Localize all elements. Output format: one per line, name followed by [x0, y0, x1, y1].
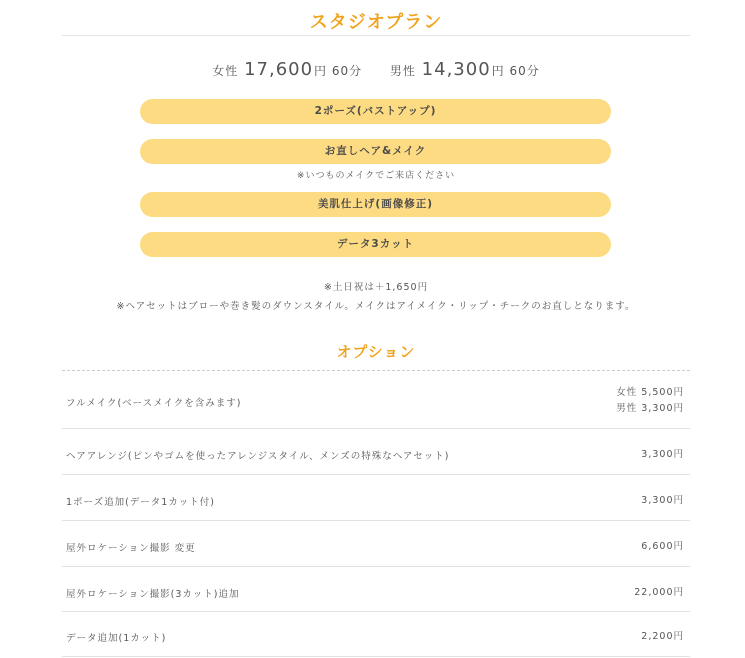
price-line: [62, 59, 690, 80]
yen-unit: 円: [314, 64, 328, 78]
option-price: [616, 385, 684, 417]
plan-item-pill: データ3カット: [140, 232, 611, 257]
option-row: [62, 429, 690, 475]
female-price: 17,600: [244, 59, 314, 80]
option-label: データ追加(1カット): [66, 633, 167, 644]
yen-unit: 円: [491, 64, 505, 78]
weekend-note: ※土日祝は＋1,650円: [323, 282, 429, 293]
option-row: [62, 612, 690, 657]
option-label: 屋外ロケーション撮影 変更: [66, 543, 196, 554]
option-label: フルメイク(ベースメイクを含みます): [66, 398, 242, 409]
plan-item-pill: 2ポーズ(バストアップ): [140, 99, 611, 124]
studio-plan-title: スタジオプラン: [309, 12, 443, 33]
option-label: 1ポーズ追加(データ1カット付): [66, 497, 215, 508]
plan-item-pill: お直しヘア&メイク: [140, 139, 611, 164]
option-row: [62, 521, 690, 567]
duration: 60分: [509, 64, 540, 78]
female-label: 女性: [212, 64, 239, 78]
male-price: 14,300: [421, 59, 491, 80]
option-price-female: 女性 5,500円: [616, 387, 684, 398]
divider: [62, 35, 690, 36]
plan-item-pill: 美肌仕上げ(画像修正): [140, 192, 611, 217]
options-title: オプション: [336, 343, 416, 361]
option-price: 3,300円: [641, 449, 684, 460]
hair-makeup-note: ※ヘアセットはブローや巻き髪のダウンスタイル。メイクはアイメイク・リップ・チークのお直しとなります。: [116, 301, 636, 312]
option-row: [62, 475, 690, 521]
option-price-male: 男性 3,300円: [616, 403, 684, 414]
item-note: ※いつものメイクでご来店ください: [296, 171, 456, 181]
option-label: ヘアアレンジ(ピンやゴムを使ったアレンジスタイル、メンズの特殊なヘアセット): [66, 451, 450, 462]
option-price: 3,300円: [641, 495, 684, 506]
option-row: [62, 371, 690, 429]
option-label: 屋外ロケーション撮影(3カット)追加: [66, 589, 240, 600]
option-row: [62, 567, 690, 612]
male-label: 男性: [389, 64, 416, 78]
option-price: 2,200円: [641, 631, 684, 642]
option-price: 22,000円: [634, 587, 684, 598]
option-price: 6,600円: [641, 541, 684, 552]
duration: 60分: [331, 64, 363, 78]
